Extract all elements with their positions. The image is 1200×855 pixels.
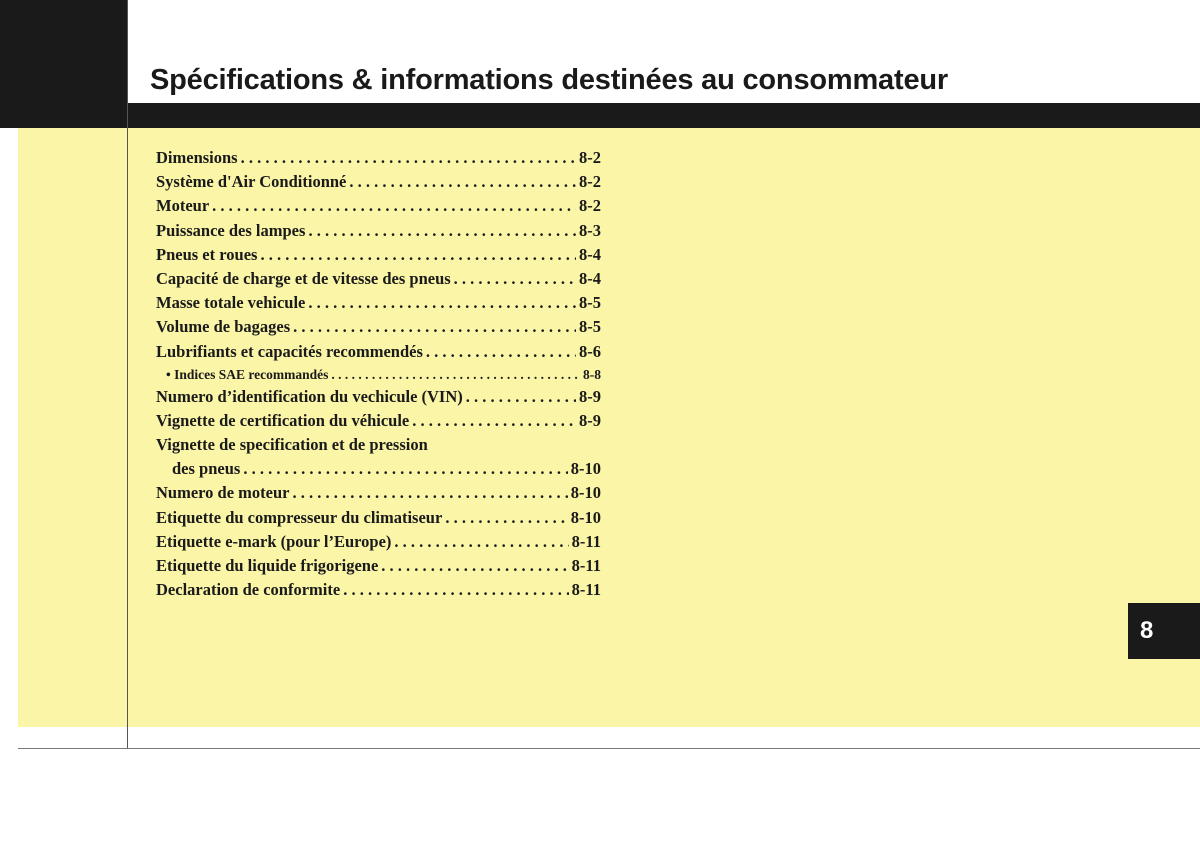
- toc-entry[interactable]: [156, 530, 601, 554]
- toc-entry[interactable]: [156, 385, 601, 409]
- toc-entry[interactable]: [156, 578, 601, 602]
- chapter-tab[interactable]: [1128, 603, 1200, 659]
- toc-leader: [349, 170, 576, 194]
- toc-entry-label: Numero d’identification du vechicule (VIN): [156, 386, 463, 406]
- toc-leader: [212, 194, 576, 218]
- toc-entry-page: 8-10: [570, 459, 601, 479]
- toc-entry-label: Moteur: [156, 196, 210, 216]
- toc-entry[interactable]: [156, 219, 601, 243]
- toc-entry-page: 8-9: [579, 386, 601, 406]
- toc-entry[interactable]: [156, 194, 601, 218]
- toc-entry[interactable]: [156, 481, 601, 505]
- toc-leader: [308, 219, 576, 243]
- toc-entry-page: 8-11: [571, 556, 601, 575]
- toc-leader: [466, 385, 576, 409]
- toc-entry-label: Masse totale vehicule: [156, 293, 306, 313]
- corner-block: [0, 0, 128, 128]
- toc-leader: [331, 364, 580, 385]
- toc-entry-label: Capacité de charge et de vitesse des pneus: [156, 268, 451, 288]
- toc-leader: [394, 530, 568, 554]
- toc-entry-page: 8-11: [571, 580, 601, 600]
- toc-entry-page: 8-5: [579, 317, 601, 337]
- toc-entry-label: Lubrifiants et capacités recommendés: [156, 341, 423, 361]
- toc-leader: [412, 409, 576, 433]
- toc-entry[interactable]: [156, 170, 601, 194]
- toc-entry-page: 8-10: [570, 483, 601, 503]
- toc-entry-page: 8-10: [570, 507, 601, 527]
- toc-leader: [243, 457, 567, 481]
- toc-entry-label: Etiquette du liquide frigorigene: [156, 556, 379, 575]
- bottom-rule: [18, 748, 1200, 749]
- toc-entry-page: 8-8: [583, 366, 601, 382]
- toc-entry-page: 8-4: [579, 268, 601, 288]
- toc-entry[interactable]: [156, 243, 601, 267]
- toc-leader: [343, 578, 568, 602]
- toc-leader: [308, 291, 576, 315]
- toc-entry[interactable]: [156, 409, 601, 433]
- vertical-rule: [127, 0, 128, 748]
- toc-entry-page: 8-11: [571, 531, 601, 551]
- toc-entry-page: 8-3: [579, 220, 601, 240]
- toc-entry-label: Volume de bagages: [156, 317, 291, 337]
- toc-entry[interactable]: [156, 554, 601, 578]
- toc-entry-label: des pneus: [172, 459, 241, 479]
- toc-entry-page: 8-9: [579, 410, 601, 430]
- toc-leader: [293, 481, 568, 505]
- toc-leader: [381, 554, 568, 578]
- toc-entry-label: Vignette de specification et de pression: [156, 435, 428, 455]
- toc-leader: [426, 340, 576, 364]
- toc-entry-label: Pneus et roues: [156, 244, 258, 264]
- toc-entry-page: 8-6: [579, 341, 601, 361]
- toc-entry-page: 8-2: [579, 172, 601, 192]
- toc-entry[interactable]: [156, 340, 601, 364]
- toc-leader: [260, 243, 576, 267]
- toc-entry-label: Numero de moteur: [156, 483, 290, 503]
- chapter-tab-number: 8: [1140, 617, 1154, 644]
- toc-entry-label: Etiquette e-mark (pour l’Europe): [156, 531, 392, 551]
- toc-entry-page: 8-2: [579, 196, 601, 216]
- toc-entry-label: Système d'Air Conditionné: [156, 172, 347, 192]
- toc-entry-label: Vignette de certification du véhicule: [156, 410, 410, 430]
- table-of-contents: [156, 146, 601, 602]
- toc-entry-label: Declaration de conformite: [156, 580, 341, 600]
- toc-entry[interactable]: [156, 291, 601, 315]
- toc-leader: [454, 267, 576, 291]
- toc-leader: [445, 506, 567, 530]
- toc-entry[interactable]: [156, 315, 601, 339]
- toc-entry-page: 8-4: [579, 244, 601, 264]
- toc-entry[interactable]: [156, 146, 601, 170]
- toc-entry[interactable]: [156, 267, 601, 291]
- toc-entry-continuation[interactable]: [156, 457, 601, 481]
- toc-entry-label: Dimensions: [156, 148, 238, 167]
- toc-leader: [293, 315, 576, 339]
- toc-leader: [241, 146, 576, 170]
- toc-entry[interactable]: [156, 433, 601, 457]
- chapter-title: Spécifications & informations destinées au consommateur: [150, 64, 948, 96]
- toc-entry[interactable]: [156, 506, 601, 530]
- toc-entry-page: 8-5: [579, 293, 601, 313]
- toc-entry-label: • Indices SAE recommandés: [166, 366, 329, 382]
- toc-subentry[interactable]: [156, 364, 601, 385]
- toc-entry-page: 8-2: [579, 148, 601, 167]
- title-rule: [128, 103, 1200, 128]
- toc-entry-label: Etiquette du compresseur du climatiseur: [156, 507, 443, 527]
- toc-entry-label: Puissance des lampes: [156, 220, 306, 240]
